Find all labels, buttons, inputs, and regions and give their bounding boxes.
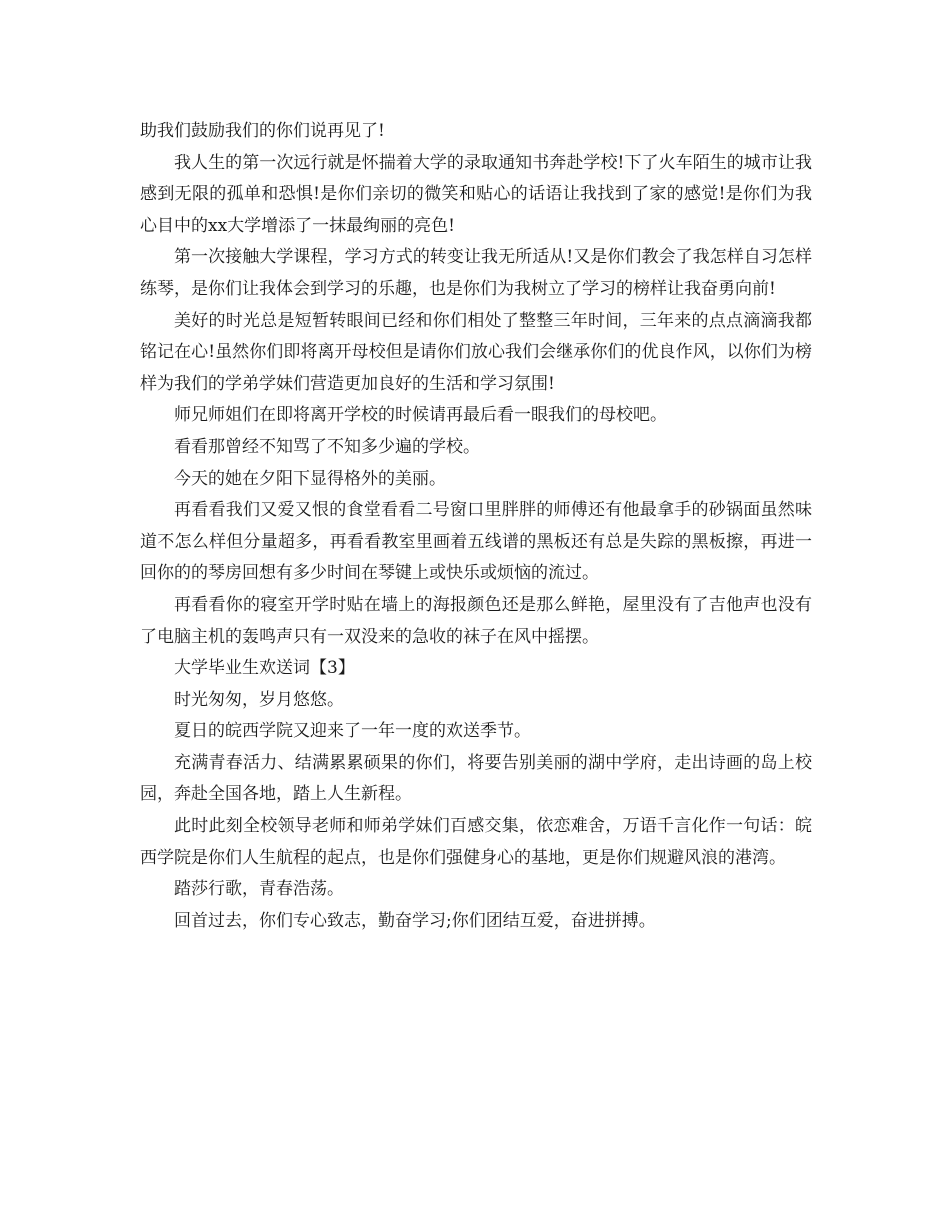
paragraph: 踏莎行歌，青春浩荡。: [174, 879, 344, 900]
paragraph: 回首过去，你们专心致志，勤奋学习;你们团结互爱，奋进拼搏。: [174, 910, 656, 931]
paragraph: 我人生的第一次远行就是怀揣着大学的录取通知书奔赴学校!下了火车陌生的城市让我感到无限的孤单和恐惧!是你们亲切的微笑和贴心的话语让我找到了家的感觉!是你们为我心目中的xx大学增添了一抹最绚丽的亮色!: [140, 152, 812, 236]
paragraph: 师兄师姐们在即将离开学校的时候请再最后看一眼我们的母校吧。: [174, 405, 667, 426]
paragraph: 此时此刻全校领导老师和师弟学妹们百感交集，依恋难舍，万语千言化作一句话：皖西学院是你们人生航程的起点，也是你们强健身心的基地，更是你们规避风浪的港湾。: [140, 816, 812, 868]
section-heading: 大学毕业生欢送词【3】: [174, 658, 355, 679]
paragraph: 第一次接触大学课程，学习方式的转变让我无所适从!又是你们教会了我怎样自习怎样练琴，是你们让我体会到学习的乐趣，也是你们为我树立了学习的榜样让我奋勇向前!: [140, 247, 812, 299]
paragraph: 充满青春活力、结满累累硕果的你们，将要告别美丽的湖中学府，走出诗画的岛上校园，奔赴全国各地，踏上人生新程。: [140, 752, 812, 805]
paragraph-continuation: 助我们鼓励我们的你们说再见了!: [140, 121, 385, 141]
paragraph: 夏日的皖西学院又迎来了一年一度的欢送季节。: [174, 721, 531, 742]
paragraph: 看看那曾经不知骂了不知多少遍的学校。: [174, 436, 480, 457]
paragraph: 今天的她在夕阳下显得格外的美丽。: [174, 468, 446, 489]
document-body: [140, 116, 812, 937]
paragraph: 再看看你的寝室开学时贴在墙上的海报颜色还是那么鲜艳，屋里没有了吉他声也没有了电脑主机的轰鸣声只有一双没来的急收的袜子在风中摇摆。: [140, 594, 812, 647]
paragraph: 时光匆匆，岁月悠悠。: [174, 689, 344, 710]
paragraph: 再看看我们又爱又恨的食堂看看二号窗口里胖胖的师傅还有他最拿手的砂锅面虽然味道不怎么样但分量超多，再看看教室里画着五线谱的黑板还有总是失踪的黑板擦，再进一回你的的琴房回想有多少时间在琴键上或快乐或烦恼的流过。: [140, 500, 812, 584]
paragraph: 美好的时光总是短暂转眼间已经和你们相处了整整三年时间，三年来的点点滴滴我都铭记在心!虽然你们即将离开母校但是请你们放心我们会继承你们的优良作风，以你们为榜样为我们的学弟学妹们营造更加良好的生活和学习氛围!: [140, 310, 812, 394]
